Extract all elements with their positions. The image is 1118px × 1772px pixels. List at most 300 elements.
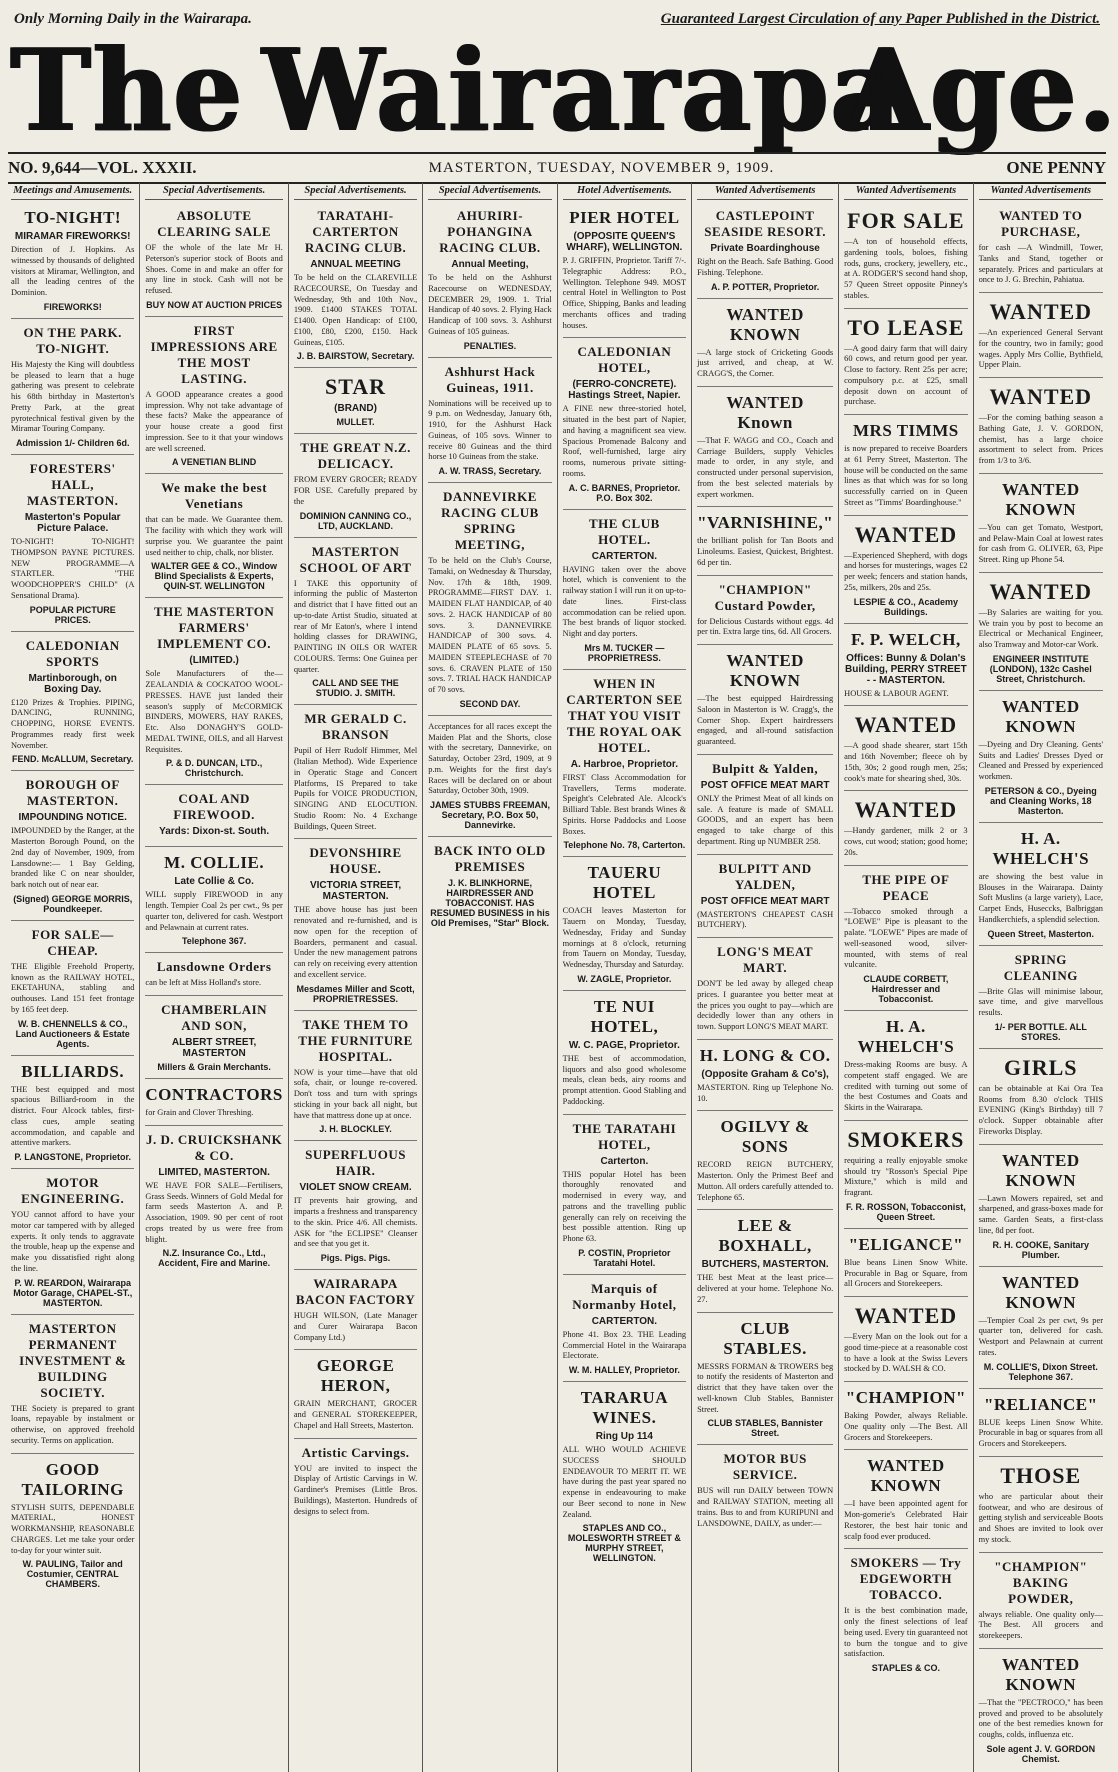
advertisement [979,1651,1103,1770]
advertisement [145,476,282,598]
ad-body: MESSRS FORMAN & TROWERS beg to notify the residents of Masterton and district that they have taken over the well-known Club Stables, Bannister Street. [697,1361,834,1414]
ad-body: Nominations will be received up to 9 p.m. on Wednesday, January 6th, 1910, for the Ashhurst Hack Guineas, of 105 sovs. Winner to receive 80 Guineas and the third horse 10 Guineas from the stake. [428,398,552,462]
advertisement [697,647,833,755]
ad-title: BACK INTO OLD PREMISES [434,843,546,874]
ad-body: for cash —A Windmill, Tower, Tanks and Stand, together or separately. Prices and particulars at once to J. G. Brechin, Pahiatua. [978,243,1103,285]
ad-title: F. P. WELCH, [850,629,961,649]
ad-body: —You can get Tomato, Westport, and Pelaw-Main Coal at lowest rates for cash from G. OLIVER, 63, Pipe Street. Ring up Phone 54. [978,522,1103,564]
masthead-word-wairarapa: Wairarapa [262,24,903,158]
advertisement [697,940,833,1040]
ad-body: FIRST Class Accommodation for Travellers, Terms moderate. Speight's Celebrated Ale. Alcock's Billiard Table. Best brands Wines & Spirits. Horse Paddocks and Loose Boxes. [562,772,687,836]
strap-right: Guaranteed Largest Circulation of any Paper Published in the District. [660,10,1100,27]
ad-title: CALEDONIAN HOTEL, [577,344,672,376]
advertisement [979,825,1103,946]
ad-signature: Mesdames Miller and Scott, PROPRIETRESSES. [296,983,415,1004]
advertisement [844,626,967,707]
ad-body: ALL WHO WOULD ACHIEVE SUCCESS SHOULD ENDEAVOUR TO MERIT IT. WE have during the past year spared no expense in endeavouring to make our Beer second to none in New Zealand. [562,1445,687,1519]
advertisement [294,841,417,1010]
ad-signature: Queen Street, Masterton. [987,928,1095,939]
ad-subtitle: (Opposite Graham & Co's), [701,1068,829,1080]
ad-title: WANTED [989,384,1093,409]
advertisement [697,757,833,855]
ad-title: WHEN IN CARTERTON SEE THAT YOU VISIT THE ROYAL OAK HOTEL. [566,675,683,755]
ad-title: STAR [325,374,387,400]
ad-title: "RELIANCE" [983,1394,1098,1414]
ad-signature: P. COSTIN, Proprietor Taratahi Hotel. [578,1247,671,1268]
ad-body: £120 Prizes & Trophies. PIPING, DANCING, RUNNING, CHOPPING, HORSE EVENTS. Programmes ready first week November. [11,697,135,750]
advertisement [697,1447,833,1535]
ad-signature: JAMES STUBBS FREEMAN, Secretary, P.O. Box 50, Dannevirke. [429,800,550,830]
advertisement [294,707,417,839]
advertisement [428,839,551,934]
ad-signature: P. W. REARDON, Wairarapa Motor Garage, CHAPEL-ST., MASTERTON. [13,1277,133,1308]
ad-body: YOU cannot afford to have your motor car tampered with by alleged experts. It only tends to aggravate the trouble, heap up the expense and make you dissatisfied right along the line. [11,1210,135,1273]
ad-subtitle: Carterton. [600,1155,649,1167]
column-heading: Wanted Advertisements [844,183,967,200]
ad-title: MOTOR BUS SERVICE. [723,1451,807,1483]
ad-body: DON'T be led away by alleged cheap prices. I guarantee you better meat at the prices you ought to pay—which are decidedly lower than any others in town. Support LONG'S MEAT MART. [697,979,834,1031]
ad-title: AHURIRI-POHANGINA RACING CLUB. [439,208,541,255]
issue-volume: NO. 9,644—VOL. XXXII. [8,158,197,177]
ad-title: CONTRACTORS [145,1085,283,1104]
ad-title: LONG'S MEAT MART. [717,944,814,975]
ad-body: P. J. GRIFFIN, Proprietor. Tariff 7/-. Telegraphic Address: P.O., Wellington. Telephone 949. MOST central Hotel in Wellington to Post Office, Shipping, Banks and leading merchants offices and trading houses. [562,256,687,330]
ad-subtitle: CARTERTON. [591,1315,658,1327]
ad-title: DEVONSHIRE HOUSE. [309,845,402,877]
ad-signature: P. & D. DUNCAN, LTD., Christchurch. [166,758,263,779]
ad-body: —Lawn Mowers repaired, set and sharpened, and grass-boxes made for same. Garden Seats, a first-class line, 8d per foot. [978,1193,1103,1235]
ad-signature: F. R. ROSSON, Tobacconist, Queen Street. [845,1201,966,1222]
ad-title: THE CLUB HOTEL. [588,515,660,547]
ad-title: TO LEASE [847,314,965,340]
advertisement [979,948,1103,1049]
ad-body: —A good dairy farm that will dairy 60 cows, and return good per year. Close to factory. Rent 25s per acre; compulsory p.c. at £25, small deposit down on account of purchase. [844,343,968,407]
advertisement [697,204,833,299]
ad-body: THE best Meat at the least price—delivered at your home. Telephone No. 27. [697,1273,834,1304]
ad-subtitle: Offices: Bunny & Dolan's Building, PERRY STREET - - MASTERTON. [845,652,967,686]
ad-title: THE GREAT N.Z. DELICACY. [300,440,411,472]
page-columns [6,183,1108,1764]
ad-body: requiring a really enjoyable smoke should try "Rosson's Special Pipe Mixture," which is mild and fragrant. [844,1155,968,1197]
ad-signature: STAPLES AND CO., MOLESWORTH STREET & MURPHY STREET, WELLINGTON. [567,1523,681,1564]
ad-body: A FINE new three-storied hotel, situated in the best part of Napier, and having a magnificent sea view. Spacious Promenade Balcony and Roof, well-furnished, large airy rooms, numerous private sitting-rooms. [562,404,687,478]
ad-body: THE Eligible Freehold Property, known as the RAILWAY HOTEL, EKETAHUNA, stabling and outhouses. Land 151 feet frontage by 165 feet deep. [11,961,135,1014]
ad-body: —Brite Glas will minimise labour, save time, and give marvellous results. [978,986,1103,1017]
ad-body: THE best of accommodation, liquors and also good wholesome meals, clean beds, airy rooms and prompt attention. Good Stabling and Paddocking. [562,1053,687,1106]
ad-title: J. D. CRUICKSHANK & CO. [145,1131,283,1163]
advertisement [844,518,967,624]
ad-signature: W. B. CHENNELLS & CO., Land Auctioneers & Estate Agents. [15,1018,130,1049]
advertisement [11,204,134,319]
ad-title: THE TARATAHI HOTEL, [572,1120,677,1152]
advertisement [294,436,417,537]
advertisement [697,301,833,387]
advertisement [428,718,551,837]
ad-body: HAVING taken over the above hotel, which is convenient to the railway station I will run it on up-to-date lines. First-class accommodation can be relied upon. The best brands of liquor stocked. Night and day porters. [562,564,687,638]
ad-title: WANTED [989,578,1093,604]
ad-body: are showing the best value in Blouses in the Wairarapa. Dainty Soft Muslins (a large variety), Lace, Carpet Ends, Huseccks, Balbriggan Handkerchiefs, a splendid selection. [978,871,1103,924]
advertisement [697,857,833,939]
ad-subtitle: W. C. PAGE, Proprietor. [568,1039,680,1051]
ad-signature: J. H. BLOCKLEY. [319,1124,392,1135]
ad-body: —Dyeing and Dry Cleaning. Gents' Suits and Ladies' Dresses Dyed or Cleaned and Pressed by experienced workmen. [978,739,1103,781]
ad-signature: R. H. COOKE, Sanitary Plumber. [992,1239,1090,1260]
ad-body: GRAIN MERCHANT, GROCER and GENERAL STOREKEEPER, Chapel and Hall Streets, Masterton. [293,1399,418,1430]
ad-subtitle: Late Collie & Co. [174,876,254,888]
issue-price: ONE PENNY [1006,158,1106,177]
ad-title: SMOKERS [847,1126,965,1152]
ad-title: WANTED [854,1303,958,1328]
ad-title: WANTED KNOWN [1001,1272,1080,1312]
advertisement [844,868,967,1012]
ad-signature: J. B. BAIRSTOW, Secretary. [296,351,415,362]
ad-title: "CHAMPION" BAKING POWDER, [994,1558,1088,1606]
ad-title: WAIRARAPA BACON FACTORY [295,1276,416,1307]
advertisement [145,600,282,785]
advertisement [979,693,1103,823]
ad-subtitle: VIOLET SNOW CREAM. [299,1182,412,1194]
ad-title: MASTERTON SCHOOL OF ART [299,543,412,575]
ad-title: CALEDONIAN SPORTS [25,637,120,669]
advertisement [844,1231,967,1297]
ad-body: MASTERTON. Ring up Telephone No. 10. [697,1082,834,1103]
ad-body: HUGH WILSON, (Late Manager and Curer Wairarapa Bacon Company Ltd.) [293,1311,418,1342]
column-heading: Hotel Advertisements. [563,183,686,200]
ad-body: is now prepared to receive Boarders at 61 Perry Street, Masterton. The house will be conducted on the same lines as that which was for so long successfully carried on in Queen Street as "Timms' Boardinghouse." [844,444,968,507]
ad-title: "CHAMPION" [845,1388,966,1407]
advertisement [294,370,417,434]
ad-body: BLUE keeps Linen Snow White. Procurable in bag or squares from all Grocers and Storekeepers. [978,1417,1103,1448]
column-heading: Meetings and Amusements. [11,183,134,200]
column-4 [423,183,557,1772]
ad-signature: SECOND DAY. [459,698,521,709]
ad-body: (MASTERTON'S CHEAPEST CASH BUTCHERY). [697,909,834,930]
ad-signature: A VENETIAN BLIND [172,457,257,468]
ad-body: HOUSE & LABOUR AGENT. [844,688,949,698]
advertisement [979,476,1103,573]
ad-subtitle: Yards: Dixon-st. South. [159,826,270,838]
advertisement [145,1128,282,1275]
ad-body: who are particular about their footwear, and who are desirous of getting stylish and serviceable Boots and Shoes are invited to look over my stock. [978,1491,1103,1544]
ad-title: BILLIARDS. [21,1061,125,1081]
ad-subtitle: (BRAND) [334,403,377,415]
advertisement [844,708,967,791]
ad-title: MASTERTON PERMANENT INVESTMENT & BUILDING SOCIETY. [19,1320,127,1400]
ad-subtitle: VICTORIA STREET, MASTERTON. [309,880,402,903]
advertisement [145,1081,282,1126]
ad-title: SUPERFLUOUS HAIR. [305,1147,406,1179]
ad-signature: P. LANGSTONE, Proprietor. [14,1152,132,1162]
ad-body: STYLISH SUITS, DEPENDABLE MATERIAL, HONEST WORKMANSHIP, REASONABLE CHARGES. Let me take your order to-day for your winter suit. [11,1502,135,1555]
advertisement [563,1277,686,1382]
advertisement [294,1143,417,1270]
ad-title: MOTOR ENGINEERING. [21,1175,125,1206]
advertisement [145,204,282,317]
ad-body: ONLY the Primest Meat of all kinds on sale. A feature is made of SMALL GOODS, and an expert has been engaged to take charge of this department. Ring up NUMBER 258. [697,793,834,846]
ad-signature: PETERSON & CO., Dyeing and Cleaning Works, 18 Masterton. [984,785,1097,816]
advertisement [428,360,551,484]
ad-signature: ENGINEER INSTITUTE (LONDON), 132c Cashel Street, Christchurch. [989,653,1092,684]
ad-body: —The best equipped Hairdressing Saloon in Masterton is W. Cragg's, the Corner Shop. Expert hairdressers engaged, and all-round satisfaction guaranteed. [697,694,834,746]
ad-title: TO-NIGHT! [24,208,122,227]
ad-body: COACH leaves Masterton for Tauern on Monday, Tuesday, Wednesday, Friday and Sunday mornings at 8 o'clock, returning from Tauern on Monday, Tuesday, Wednesday, Thursday and Saturday. [562,906,687,969]
ad-title: WANTED KNOWN [726,304,804,344]
ad-subtitle: (OPPOSITE QUEEN'S WHARF), WELLINGTON. [566,231,683,253]
masthead-word-age: Age. [844,24,1118,158]
ad-signature: N.Z. Insurance Co., Ltd., Accident, Fire and Marine. [158,1248,271,1269]
ad-body: YOU are invited to inspect the Display of Artistic Carvings in W. Gardiner's Premises (Little Bros. Buildings), Masterton. Hundreds of designs to select from. [293,1463,418,1516]
ad-subtitle: MIRAMAR FIREWORKS! [14,231,131,242]
ad-title: FORESTERS' HALL, MASTERTON. [27,461,119,508]
ad-signature: W. ZAGLE, Proprietor. [577,973,672,984]
ad-body: Right on the Beach. Safe Bathing. Good Fishing. Telephone. [697,257,834,277]
ad-signature: FEND. McALLUM, Secretary. [12,754,134,765]
ad-body: THE best equipped and most spacious Billiard-room in the district. Four Alcock tables, first-class cues, ample seating accommodation, and capable and attentive markers. [11,1084,135,1148]
ad-subtitle: ANNUAL MEETING [310,259,401,270]
ad-signature: MULLET. [336,417,375,428]
ad-signature: CALL AND SEE THE STUDIO. J. SMITH. [312,678,399,699]
ad-body: THIS popular Hotel has been thoroughly renovated and modernised in every way, and patrons and the travelling public generally can rely on receiving the best possible attention. Ring up Phone 63. [562,1169,687,1243]
column-3 [289,183,423,1772]
ad-title: WANTED Known [726,392,804,432]
ad-body: WILL supply FIREWOOD in any length. Tempier Coal 2s per cwt., 9s per quarter ton, delivered for cash. Westport and Pelawnain at current rates. [145,890,283,932]
ad-signature: Sole agent J. V. GORDON Chemist. [986,1743,1096,1764]
ad-title: WANTED [854,797,958,823]
ad-title: BOROUGH OF MASTERTON. [25,777,120,809]
ad-title: TARATAHI-CARTERTON RACING CLUB. [304,208,407,255]
ad-signature: Telephone No. 78, Carterton. [563,840,686,851]
ad-title: BULPITT AND YALDEN, [718,860,812,892]
ad-body: To be held on the Ashhurst Racecourse on WEDNESDAY, DECEMBER 29, 1909. 1. Trial Handicap of 40 sovs. 2. Flying Hack Handicap of 100 sovs. 3. Ashhurst Guineas of 105 guineas. [428,273,552,336]
ad-body: His Majesty the King will doubtless be pleased to learn that a huge gathering was present to celebrate his 68th birthday in Masterton's Pretty Park, at the great pyrotechnical festival given by the Miramar Touring Company. [11,359,135,434]
advertisement [294,204,417,368]
ad-title: ABSOLUTE CLEARING SALE [157,208,272,239]
ad-title: OGILVY & SONS [720,1117,810,1157]
ad-body: To be held on the CLAREVILLE RACECOURSE, On Tuesday and Wednesday, 9th and 10th Nov., 1909. £1400 STAKES TOTAL £1400. Open Handicap: of £100, £100, £80, £200, £150. Hack Guineas, £105. [293,273,418,347]
ad-body: THE above house has just been renovated and re-furnished, and is now open for the reception of Boarders, permanent and casual. Under the new management patrons can rely on receiving every attention and excellent service. [293,905,418,979]
ad-title: TAUERU HOTEL [587,863,662,903]
ad-title: WANTED TO PURCHASE, [999,208,1083,239]
advertisement [844,793,967,865]
ad-signature: PENALTIES. [463,340,517,351]
advertisement [697,1315,833,1446]
advertisement [11,923,134,1056]
ad-title: WANTED [854,712,958,738]
ad-title: THOSE [1000,1462,1082,1488]
advertisement [979,380,1103,474]
masthead-word-the: The [10,24,244,158]
ad-subtitle: (FERRO-CONCRETE). Hastings Street, Napier. [568,379,681,402]
ad-title: SPRING CLEANING [1003,951,1078,983]
advertisement [11,1317,134,1454]
ad-body: RECORD REIGN BUTCHERY, Masterton. Only the Primest Beef and Mutton. All orders carefully attended to. Telephone 65. [697,1160,834,1202]
ad-body: Baking Powder, always Reliable. One quality only —The Best. All Grocers and Storekeepers. [844,1411,968,1442]
ad-signature: A. W. TRASS, Secretary. [438,466,542,476]
advertisement [844,1299,967,1382]
advertisement [979,575,1103,691]
ad-signature: Millers & Grain Merchants. [157,1062,271,1072]
advertisement [294,1441,417,1524]
ad-body: BUS will run DAILY between TOWN and RAILWAY STATION, meeting all trains. Bus to and from KURIPUNI and LANSDOWNE, DAILY, as under:— [697,1486,834,1528]
ad-body: WE HAVE FOR SALE—Fertilisers, Grass Seeds. Winners of Gold Medal for farm seeds Masterton A. and P. Association, 1909. 90 per cent of root crops treated by us were free from blight. [145,1180,283,1244]
ad-body: —An experienced General Servant for the country, two in family; good wages. Apply Mrs Collie, Bythfield, Upper Plain. [978,328,1103,370]
ad-title: GIRLS [1004,1054,1078,1080]
advertisement [563,1117,686,1275]
advertisement [844,1452,967,1549]
advertisement [697,509,833,575]
advertisement [979,1269,1103,1389]
dateline [8,152,1106,184]
ad-signature: WALTER GEE & CO., Window Blind Specialists & Experts, QUIN-ST. WELLINGTON [151,561,277,592]
advertisement [11,634,134,772]
ad-body: Direction of J. Hopkins. As witnessed by thousands of delighted visitors at Miramar, Wellington, and all the leading centres of the Dominion. [11,245,135,297]
ad-title: M. COLLIE. [164,853,265,873]
ad-subtitle: Masterton's Popular Picture Palace. [24,512,121,534]
ad-body: Blue beans Linen Snow White. Procurable in Bag or Square, from all Grocers and Storekeepers. [844,1257,968,1289]
ad-signature: J. K. BLINKHORNE, HAIRDRESSER AND TOBACCONIST. HAS RESUMED BUSINESS in his Old Premises, "Star" Block. [430,878,550,928]
advertisement [428,485,551,716]
ad-title: WANTED KNOWN [867,1456,945,1496]
column-2 [140,183,288,1772]
ad-title: FOR SALE—CHEAP. [31,926,114,958]
ad-signature: (Signed) GEORGE MORRIS, Poundkeeper. [13,893,133,914]
ad-title: MRS TIMMS [853,421,959,440]
advertisement [563,340,686,509]
advertisement [563,204,686,338]
ad-signature: CLUB STABLES, Bannister Street. [707,1418,823,1439]
ad-title: LEE & BOXHALL, [718,1216,812,1256]
ad-title: SMOKERS — Try EDGEWORTH TOBACCO. [850,1555,962,1603]
column-6 [692,183,839,1772]
ad-body: for Delicious Custards without eggs. 4d per tin. Extra large tins, 6d. All Grocers. [697,616,834,637]
ad-body: Acceptances for all races except the Maiden Plat and the Shorts, close with the secretary, Dannevirke, on Saturday, October 23rd, 1909, at 9 p.m. Weights for the first day's Races will be declared on or about Saturday, October 30th, 1909. [428,721,552,796]
ad-signature: Admission 1/- Children 6d. [15,438,130,448]
advertisement [697,1212,833,1312]
advertisement [428,204,551,358]
ad-title: WANTED KNOWN [1001,1654,1080,1694]
ad-title: Marquis of Normanby Hotel, [572,1280,677,1312]
ad-body: IT prevents hair growing, and imparts a freshness and transparency to the skin. Price 4/6. All chemists. ASK for "the ECLIPSE" Cleanser and see that you get it. [293,1196,418,1249]
ad-body: —Handy gardener, milk 2 or 3 cows, cut wood; station; good home; 20s. [844,826,968,857]
ad-signature: A. C. BARNES, Proprietor. P.O. Box 302. [568,482,681,503]
strap-left: Only Morning Daily in the Wairarapa. [14,10,252,27]
ad-title: TARARUA WINES. [580,1388,668,1427]
ad-subtitle: A. Harbroe, Proprietor. [570,758,678,770]
ad-body: —That F. WAGG and CO., Coach and Carriage Builders, supply Vehicles made to order, in any style, and constructed under personal supervision, from the best selected materials by expert workmen. [697,435,834,499]
ad-body: Dress-making Rooms are busy. A competent staff engaged. We are credited with turning out some of the best Costumes and Coats and Skirts in the Wairarapa. [844,1060,968,1112]
advertisement [697,1113,833,1210]
ad-body: TO-NIGHT! TO-NIGHT! THOMPSON PAYNE PICTURES. NEW PROGRAMME—A STARTLER. "THE WOODCHOPPER'S CHILD" (A Sensational Drama). [11,537,135,600]
advertisement [145,319,282,475]
ad-body: —That the "PECTROCO," has been proved and proved to be absolutely one of the best remedies known for coughs, colds, influenza etc. [978,1697,1103,1739]
advertisement [11,1456,134,1596]
column-7 [839,183,973,1772]
ad-body: FROM EVERY GROCER; READY FOR USE. Carefully prepared by the [293,475,418,506]
advertisement [563,1384,686,1569]
advertisement [145,955,282,996]
ad-signature: Telephone 367. [181,936,247,947]
ad-title: Lansdowne Orders [156,959,272,975]
advertisement [697,1042,833,1112]
advertisement [844,311,967,416]
ad-body: I TAKE this opportunity of informing the public of Masterton and district that I have fitted out an up-to-date Artist Studio, situated at rear of Mr Eaton's, where I intend holding classes for DRAWING, PAINTING IN OILS OR WATER COLOURS. Terms: One Guinea per quarter. [293,578,418,674]
ad-title: Bulpitt & Yalden, [712,760,819,776]
ad-body: the brilliant polish for Tan Boots and Linoleums. Easiest, Quickest, Brightest. 6d per tin. [697,536,834,567]
ad-signature: POPULAR PICTURE PRICES. [29,604,116,625]
ad-signature: LESPIE & CO., Academy Buildings. [853,596,958,617]
ad-signature: DOMINION CANNING CO., LTD, AUCKLAND. [299,510,412,531]
ad-body: Sole Manufacturers of the—ZEALANDIA & COCKATOO WOOL-PRESSES. HAVE just landed their season's supply of McCORMICK BINDERS, MOWERS, HAY RAKES, Etc. Also DONAGHY'S GOLD-MEDAL TWINE, OILS, and all Harvest Requisites. [145,669,283,754]
ad-title: H. LONG & CO. [699,1045,831,1065]
column-heading: Wanted Advertisements [697,183,833,200]
ad-subtitle: Annual Meeting, [451,259,529,270]
ad-subtitle: CARTERTON. [591,550,658,562]
ad-body: THE Society is prepared to grant loans, repayable by instalment or otherwise, on approved freehold security. Terms on application. [11,1403,135,1445]
ad-body: —For the coming bathing season a Bathing Gate, J. V. GORDON, chemist, has a large choice assortment to select from. Prices from 1/3 to 3/6. [978,413,1103,465]
advertisement [844,1384,967,1450]
ad-signature: M. COLLIE'S, Dixon Street. Telephone 367. [983,1361,1098,1382]
ad-title: "ELIGANCE" [848,1234,964,1254]
ad-title: COAL AND FIREWOOD. [173,791,255,823]
ad-subtitle: Martinborough, on Boxing Day. [28,672,117,695]
ad-title: Ashhurst Hack Guineas, 1911. [444,363,536,395]
ad-signature: Pigs. Pigs. Pigs. [320,1253,391,1263]
advertisement [979,1051,1103,1145]
ad-subtitle: BUTCHERS, MASTERTON. [701,1259,829,1271]
ad-subtitle: ALBERT STREET, MASTERTON [171,1037,257,1059]
ad-title: "VARNISHINE," [697,513,834,533]
ad-body: Phone 41. Box 23. THE Leading Commercial Hotel in the Wairarapa Electorate. [562,1329,687,1361]
issue-date: MASTERTON, TUESDAY, NOVEMBER 9, 1909. [428,159,775,176]
ad-body: IMPOUNDED by the Ranger, at the Masterton Borough Pound, on the 2nd day of November, 1909, from Lansdowne:— 1 Bay Gelding, branded like C on near shoulder, bark notch out of near ear. [11,826,135,889]
ad-body: always reliable. One quality only—The Best. All grocers and storekeepers. [978,1609,1103,1640]
advertisement [844,1013,967,1121]
ad-body: —A large stock of Cricketing Goods just arrived, and cheap, at W. CRAGG'S, the Corner. [697,347,834,378]
advertisement [294,540,417,706]
column-8 [974,183,1108,1772]
ad-title: DANNEVIRKE RACING CLUB SPRING MEETING, [441,489,539,552]
advertisement [11,457,134,632]
advertisement [294,1352,417,1438]
advertisement [697,389,833,508]
advertisement [294,1272,417,1350]
ad-title: We make the best Venetians [161,480,268,512]
advertisement [294,1013,417,1142]
ad-body: for Grain and Clover Threshing. [145,1108,254,1117]
ad-title: WANTED [989,299,1093,324]
advertisement [844,1551,967,1679]
ad-title: ON THE PARK. TO-NIGHT. [23,324,122,356]
ad-signature: STAPLES & CO. [871,1663,941,1673]
ad-title: CHAMBERLAIN AND SON, [161,1002,268,1033]
ad-subtitle: (LIMITED.) [189,655,239,667]
advertisement [145,998,282,1079]
column-heading: Special Advertisements. [294,183,417,200]
ad-body: To be held on the Club's Course, Tamaki, on Wednesday & Thursday, Nov. 17th & 18th, 1909. PROGRAMME—FIRST DAY. 1. MAIDEN FLAT HANDICAP, of 40 sovs. 2. HACK HANDICAP of 80 sovs. 3. DANNEVIRKE HANDICAP of 300 sovs. 4. MAIDEN PLATE of 65 sovs. 5. MAIDEN STEEPLECHASE of 70 sovs. 6. CRAVEN PLATE of 150 sovs. 7. TRIAL HACK HANDICAP of 70 sovs. [428,556,552,694]
ad-title: WANTED KNOWN [726,651,804,690]
column-1 [6,183,140,1772]
advertisement [979,295,1103,378]
ad-body: can be left at Miss Holland's store. [145,978,262,988]
advertisement [11,1058,134,1170]
ad-signature: 1/- PER BOTTLE. ALL STORES. [994,1021,1087,1042]
ad-title: WANTED KNOWN [1001,696,1080,736]
advertisement [844,1123,967,1229]
advertisement [11,321,134,455]
ad-title: H. A. WHELCH'S [857,1017,955,1056]
ad-body: —Every Man on the look out for a good time-piece at a reasonable cost to have a look at the Swiss Levers stocked by D. WALSH & CO. [844,1332,968,1374]
ad-title: WANTED KNOWN [1001,479,1080,519]
